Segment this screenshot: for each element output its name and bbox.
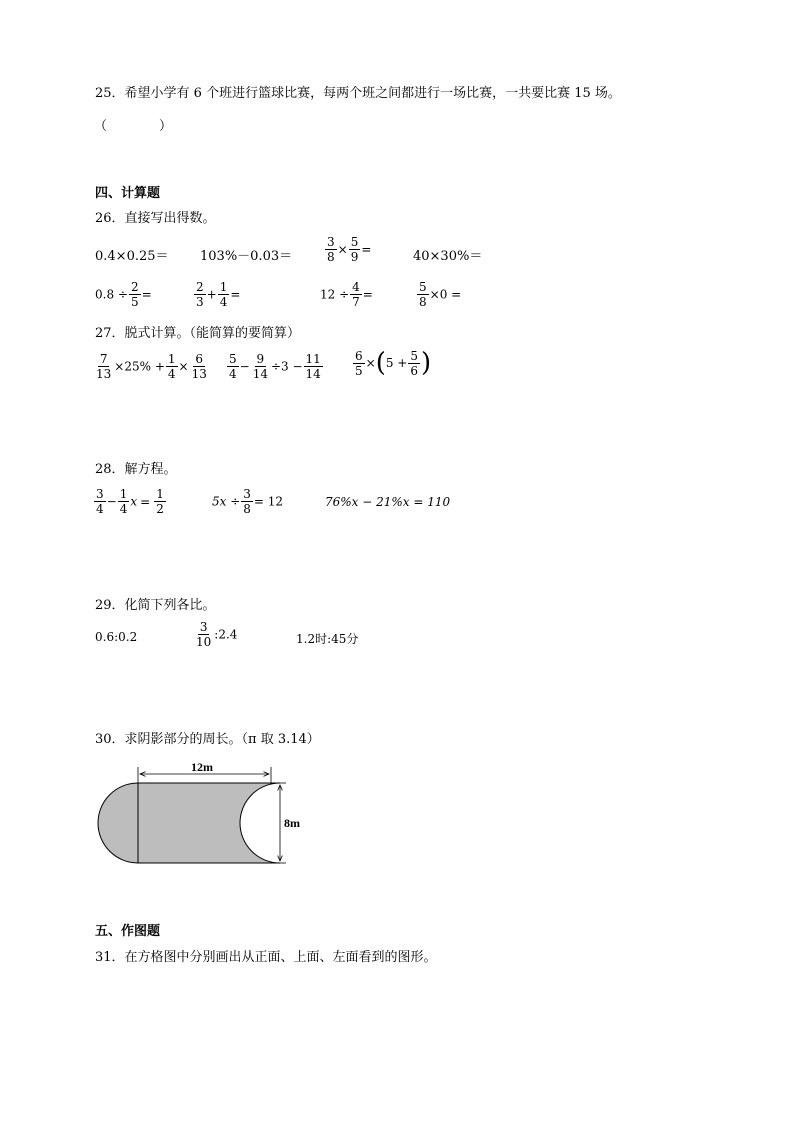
shaded-figure-diagram <box>90 755 320 875</box>
question-30-title: 30．求阴影部分的周长。（π 取 3.14） <box>95 732 320 747</box>
shaded-region <box>98 783 280 863</box>
q29-ratio-3: 1.2时:45分 <box>296 632 359 646</box>
q27-expr-2: $\frac{5}{4}$ − $\frac{9}{14}$ ÷3 − $\frac{11}{14}$ <box>229 352 321 381</box>
q28-equation-1: $\frac{3}{4}$ − $\frac{1}{4}$ x = $\frac{1}{2}$ <box>96 487 164 516</box>
q26-expr-1: 0.4×0.25＝ <box>95 249 169 264</box>
question-26-title: 26．直接写出得数。 <box>95 211 216 226</box>
q26-expr-7: 12 ÷ $\frac{4}{7}$ = <box>320 280 373 309</box>
q28-equation-3: 76%x − 21%x = 110 <box>325 495 451 509</box>
width-label: 12m <box>191 760 213 774</box>
q26-expr-6: $\frac{2}{3}$ + $\frac{1}{4}$ = <box>196 280 241 309</box>
q29-ratio-2: $\frac{3}{10}$ :2.4 <box>196 620 238 649</box>
q26-expr-8: $\frac{5}{8}$ ×0 = <box>419 280 462 309</box>
q27-expr-3: $\frac{6}{5}$ ×(5 + $\frac{5}{6}$ ) <box>355 348 432 378</box>
question-28-title: 28．解方程。 <box>95 462 177 477</box>
q27-expr-1: $\frac{7}{13}$ ×25% + $\frac{1}{4}$ × $\frac{6}{13}$ <box>96 352 207 381</box>
question-29-title: 29．化简下列各比。 <box>95 598 216 613</box>
section-title-calculation: 四、计算题 <box>95 186 161 201</box>
q26-expr-2: 103%－0.03＝ <box>200 249 293 264</box>
answer-parentheses[interactable]: （ ） <box>94 119 173 134</box>
q26-expr-3: $\frac{3}{8}$ × $\frac{5}{9}$ = <box>327 235 372 264</box>
question-27-title: 27．脱式计算。（能简算的要简算） <box>95 326 301 341</box>
section-title-drawing: 五、作图题 <box>95 924 161 939</box>
q26-expr-5: 0.8 ÷ $\frac{2}{5}$ = <box>95 280 152 309</box>
question-25-text: 25．希望小学有 6 个班进行篮球比赛，每两个班之间都进行一场比赛，一共要比赛 15 场。 <box>95 86 621 101</box>
question-31-title: 31．在方格图中分别画出从正面、上面、左面看到的图形。 <box>95 950 437 965</box>
q26-expr-4: 40×30%＝ <box>413 249 483 264</box>
q28-equation-2: 5x ÷ $\frac{3}{8}$ = 12 <box>212 487 284 516</box>
q29-ratio-1: 0.6:0.2 <box>95 630 138 644</box>
height-label: 8m <box>284 816 300 830</box>
